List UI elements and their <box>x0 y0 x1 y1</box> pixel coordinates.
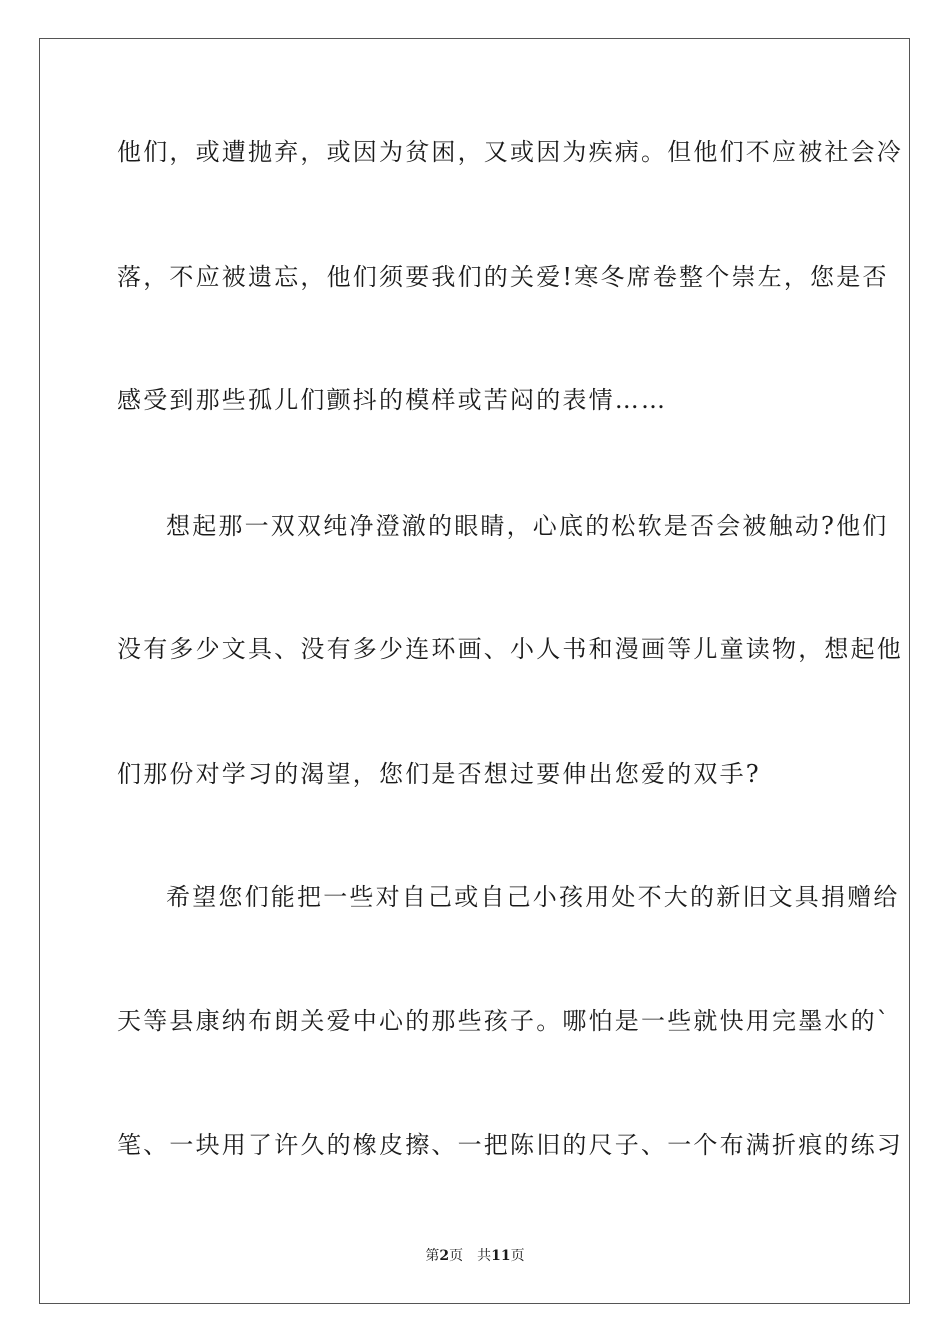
text-line: 希望您们能把一些对自己或自己小孩用处不大的新旧文具捐赠给 <box>166 883 900 911</box>
text-line: 他们，或遭抛弃，或因为贫困，又或因为疾病。但他们不应被社会冷 <box>117 138 903 166</box>
text-line: 感受到那些孤儿们颤抖的模样或苦闷的表情…… <box>117 386 668 414</box>
text-line: 落，不应被遗忘，他们须要我们的关爱!寒冬席卷整个崇左，您是否 <box>117 263 889 291</box>
page-label-suffix: 页 <box>449 1248 464 1264</box>
page-label-prefix: 第 <box>425 1248 440 1264</box>
text-line: 天等县康纳布朗关爱中心的那些孩子。哪怕是一些就快用完墨水的` <box>117 1007 891 1035</box>
total-pages: 11 <box>491 1248 511 1264</box>
page-number: 2 <box>439 1248 450 1264</box>
total-label-prefix: 共 <box>477 1248 492 1264</box>
text-line: 笔、一块用了许久的橡皮擦、一把陈旧的尺子、一个布满折痕的练习 <box>117 1131 903 1159</box>
page-border <box>39 38 910 1304</box>
total-label-suffix: 页 <box>510 1248 525 1264</box>
text-line: 想起那一双双纯净澄澈的眼睛，心底的松软是否会被触动?他们 <box>166 512 889 540</box>
page-footer <box>0 1247 950 1265</box>
text-line: 们那份对学习的渴望，您们是否想过要伸出您爱的双手? <box>117 760 761 788</box>
text-line: 没有多少文具、没有多少连环画、小人书和漫画等儿童读物，想起他 <box>117 635 903 663</box>
